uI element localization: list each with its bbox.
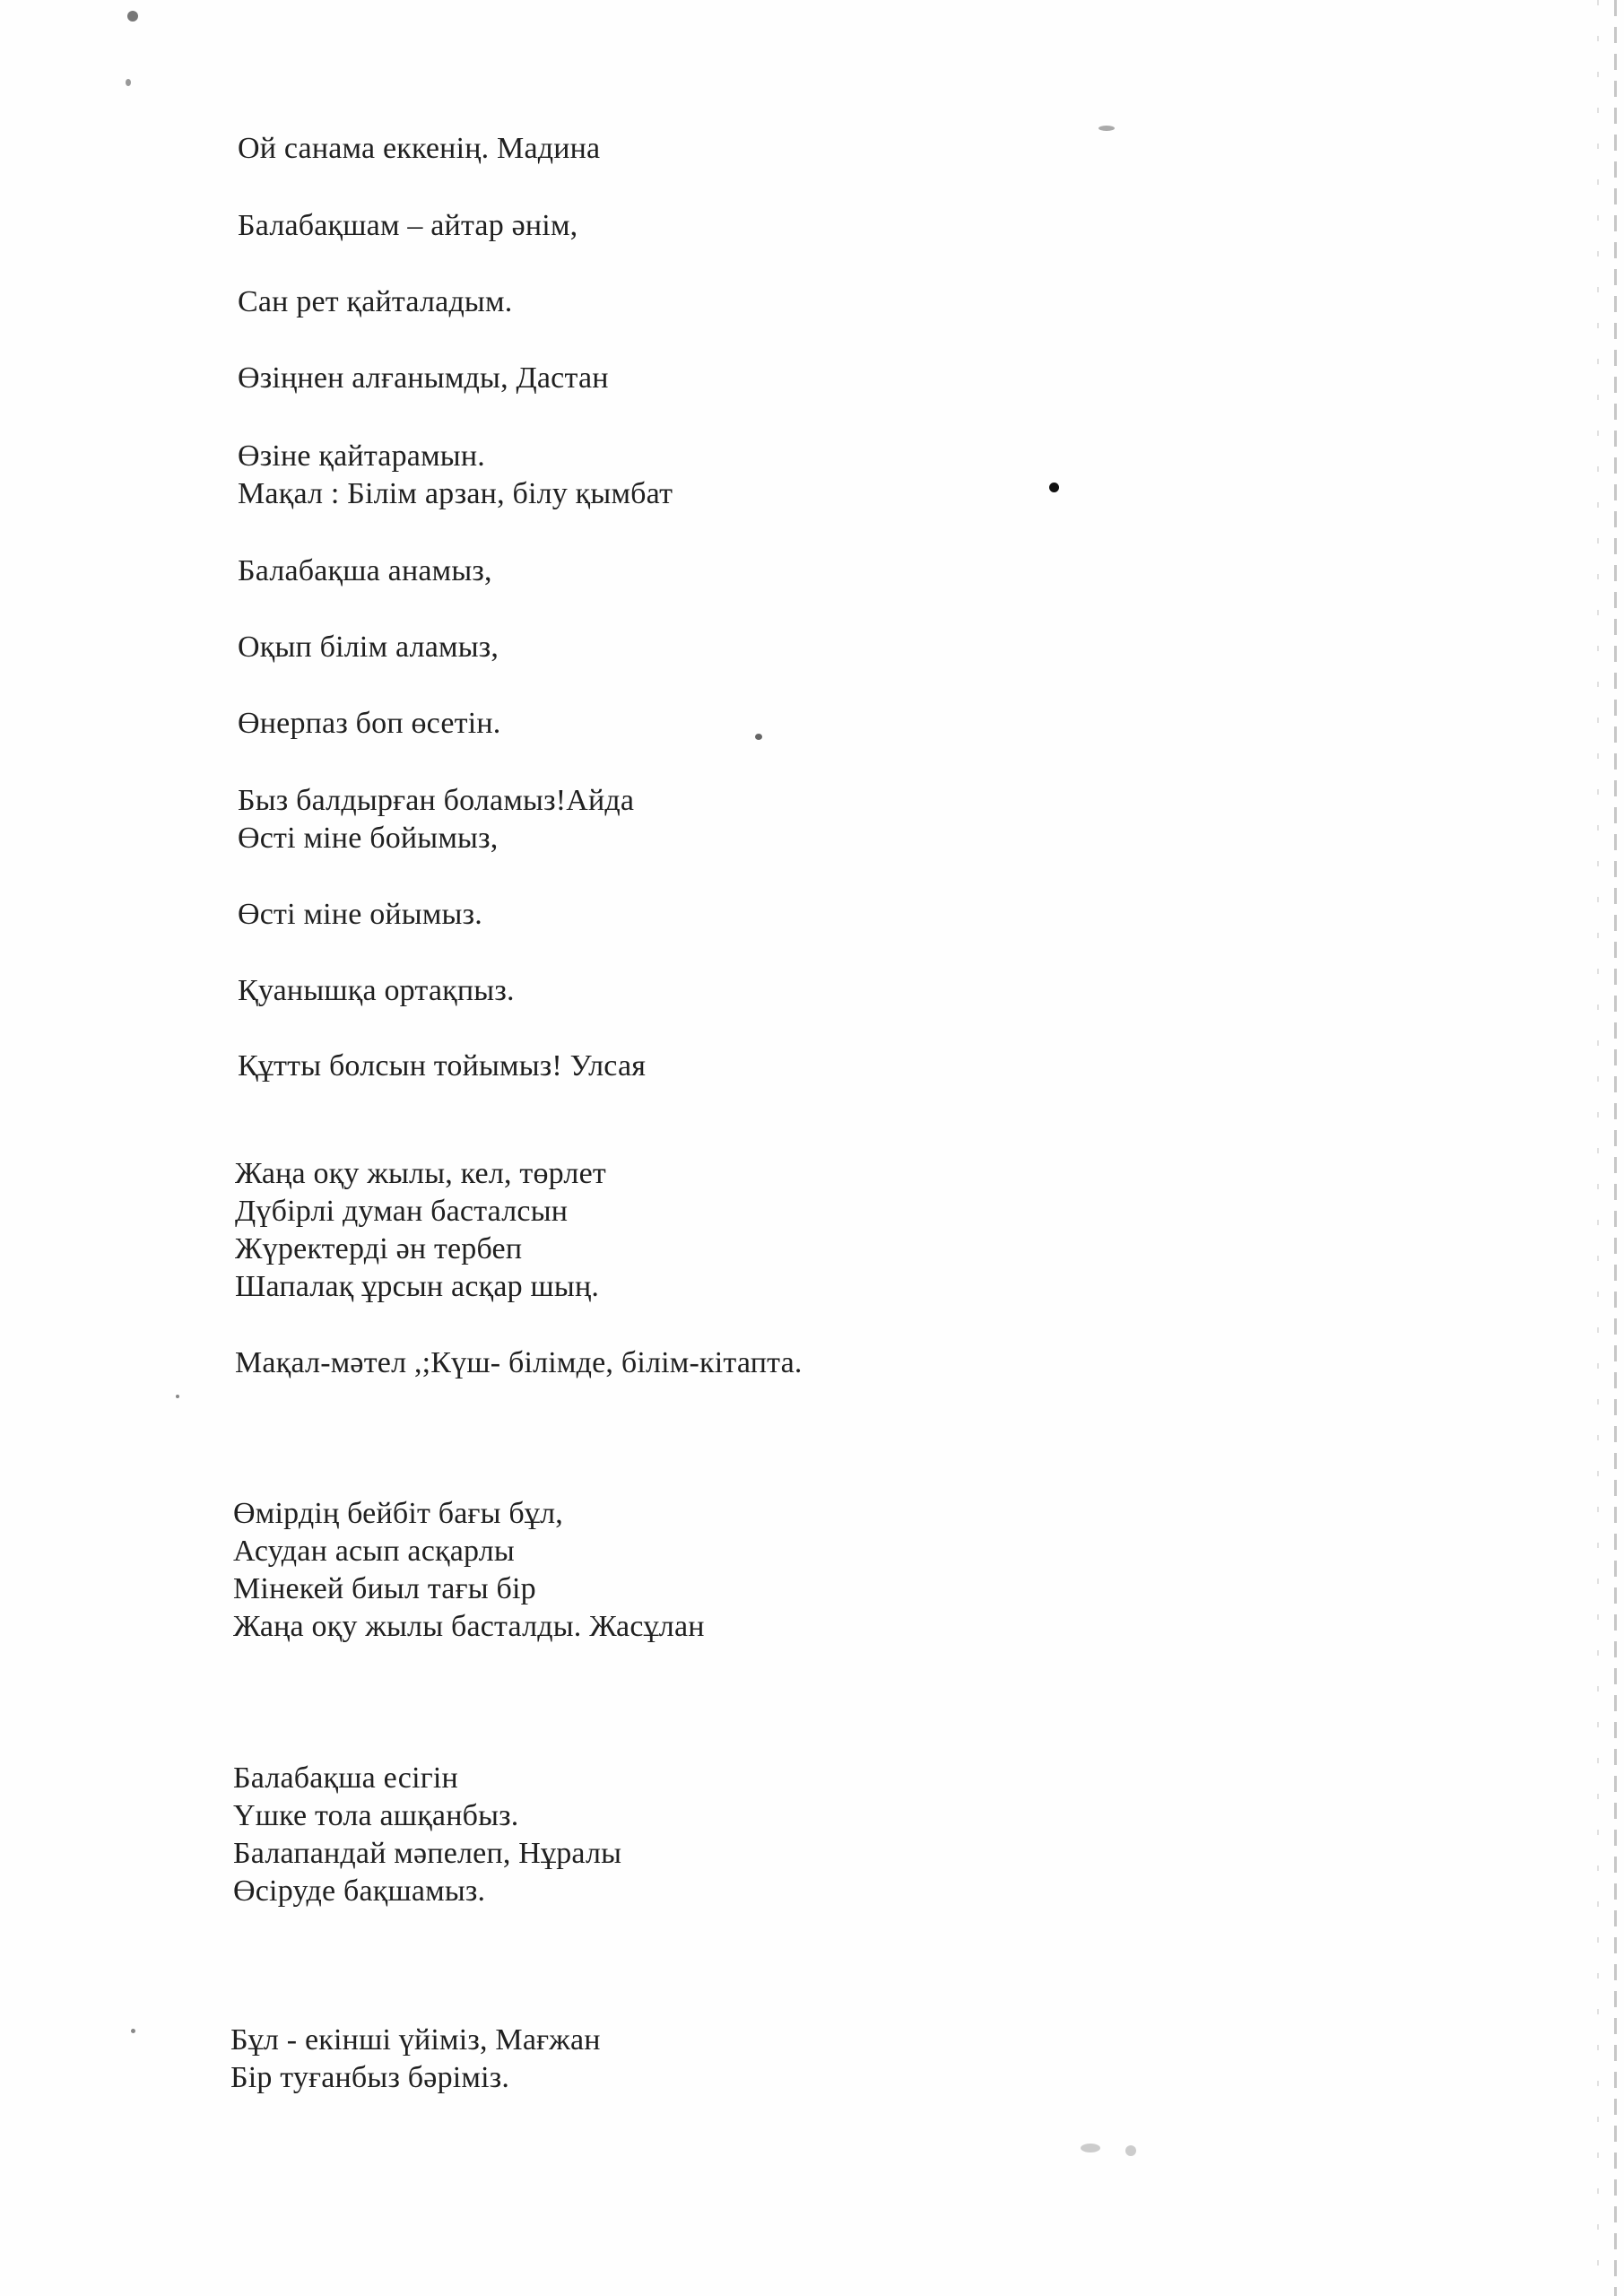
text-line: Үшке тола ашқанбыз.	[233, 1799, 519, 1832]
scan-speck	[126, 79, 131, 86]
text-line: Өзіңнен алғанымды, Дастан	[238, 361, 609, 395]
text-line: Оқып білім аламыз,	[238, 631, 499, 664]
scan-speck	[755, 734, 762, 740]
text-line: Өсті міне бойымыз,	[238, 822, 499, 855]
text-line: Шапалақ ұрсын асқар шың.	[235, 1270, 600, 1303]
scan-speck	[131, 2029, 135, 2033]
text-line: Өнерпаз боп өсетін.	[238, 707, 501, 740]
scan-edge-shadow-inner	[1597, 0, 1599, 2296]
text-line: Бір туғанбыз бәріміз.	[230, 2061, 510, 2094]
text-line: Жаңа оқу жылы, кел, төрлет	[235, 1157, 606, 1190]
text-line: Асудан асып асқарлы	[233, 1535, 515, 1568]
text-line: Ой санама еккенің. Мадина	[238, 132, 601, 165]
text-line: Мінекей биыл тағы бір	[233, 1572, 536, 1605]
text-line: Мақал-мәтел ,;Күш- білімде, білім-кітапта.	[235, 1346, 803, 1379]
text-line: Балабақшам – айтар әнім,	[238, 209, 578, 242]
text-line: Быз балдырған боламыз!Айда	[238, 784, 635, 817]
text-line: Балабақша анамыз,	[238, 554, 492, 587]
scan-edge-shadow	[1614, 0, 1617, 2296]
text-line: Бұл - екінші үйіміз, Мағжан	[230, 2023, 601, 2057]
text-line: Жүректерді ән тербеп	[235, 1232, 523, 1265]
text-line: Балапандай мәпелеп, Нұралы	[233, 1837, 622, 1870]
text-line: Өсіруде бақшамыз.	[233, 1874, 486, 1908]
text-line: Өзіне қайтарамын.	[238, 439, 485, 473]
scan-speck	[1081, 2144, 1100, 2152]
text-line: Дүбірлі думан басталсын	[235, 1195, 569, 1228]
scan-speck	[1125, 2145, 1136, 2156]
text-line: Құтты болсын тойымыз! Улсая	[238, 1049, 647, 1083]
text-line: Өмірдің бейбіт бағы бұл,	[233, 1497, 563, 1530]
text-line: Мақал : Білім арзан, білу қымбат	[238, 477, 673, 510]
scan-speck	[1099, 126, 1115, 131]
scan-speck	[176, 1395, 179, 1398]
text-line: Өсті міне ойымыз.	[238, 898, 482, 931]
text-line: Қуанышқа ортақпыз.	[238, 974, 515, 1007]
scan-speck	[1049, 483, 1059, 492]
scan-speck	[127, 11, 138, 22]
text-line: Жаңа оқу жылы басталды. Жасұлан	[233, 1610, 705, 1643]
text-line: Сан рет қайталадым.	[238, 285, 513, 318]
text-line: Балабақша есігін	[233, 1761, 458, 1795]
